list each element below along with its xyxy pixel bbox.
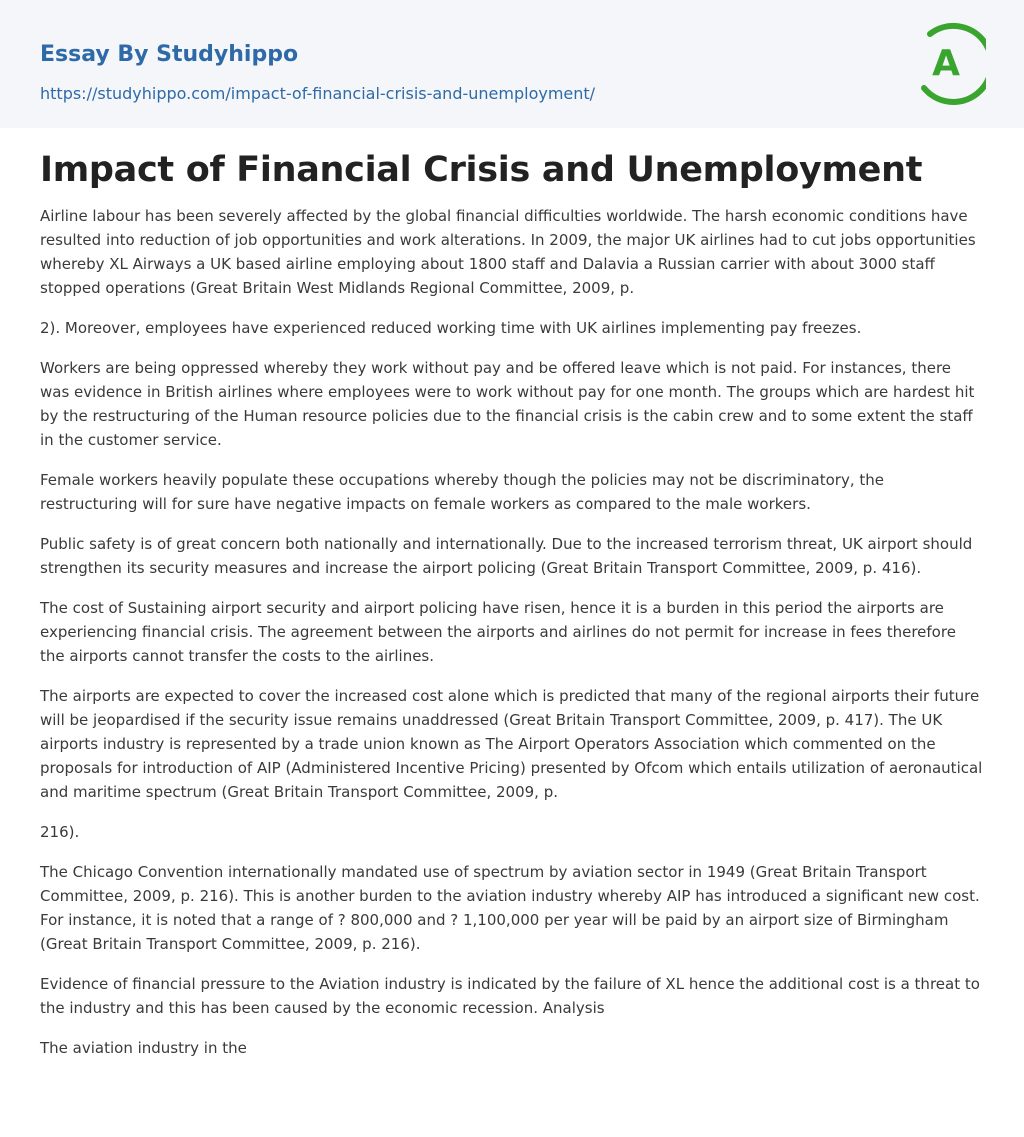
- paragraph: The airports are expected to cover the increased cost alone which is predicted that many of the regional airports their future will be jeopardised if the security issue remains unaddressed (Great Britain Transport Committee, 2009, p. 417). The UK airports industry is represented by a trade union known as The Airport Operators Association which commented on the proposals for introduction of AIP (Administered Incentive Pricing) presented by Ofcom which entails utilization of aeronautical and maritime spectrum (Great Britain Transport Committee, 2009, p.: [40, 687, 983, 801]
- paragraph: Evidence of financial pressure to the Aviation industry is indicated by the failure of XL hence the additional cost is a threat to the industry and this has been caused by the economic recession. Analysis: [40, 975, 980, 1017]
- site-header: [0, 0, 1024, 128]
- article-title: Impact of Financial Crisis and Unemployment: [40, 150, 923, 190]
- studyhippo-logo-icon[interactable]: [914, 18, 986, 106]
- article-body: [40, 204, 984, 1060]
- paragraph: 216).: [40, 823, 80, 841]
- paragraph: The aviation industry in the: [40, 1039, 247, 1057]
- paragraph: Airline labour has been severely affected by the global financial difficulties worldwide. The harsh economic conditions have resulted into reduction of job opportunities and work alterations. In 2009, the major UK airlines had to cut jobs opportunities whereby XL Airways a UK based airline employing about 1800 staff and Dalavia a Russian carrier with about 3000 staff stopped operations (Great Britain West Midlands Regional Committee, 2009, p.: [40, 207, 976, 297]
- site-brand[interactable]: Essay By Studyhippo: [40, 42, 299, 67]
- paragraph: Public safety is of great concern both nationally and internationally. Due to the increased terrorism threat, UK airport should strengthen its security measures and increase the airport policing (Great Britain Transport Committee, 2009, p. 416).: [40, 535, 973, 577]
- paragraph: Female workers heavily populate these occupations whereby though the policies may not be discriminatory, the restructuring will for sure have negative impacts on female workers as compared to the male workers.: [40, 471, 884, 513]
- logo-letter: A: [932, 43, 960, 84]
- paragraph: The cost of Sustaining airport security and airport policing have risen, hence it is a burden in this period the airports are experiencing financial crisis. The agreement between the airports and airlines do not permit for increase in fees therefore the airports cannot transfer the costs to the airlines.: [40, 599, 956, 665]
- article: [0, 128, 1024, 1060]
- paragraph: The Chicago Convention internationally mandated use of spectrum by aviation sector in 1949 (Great Britain Transport Committee, 2009, p. 216). This is another burden to the aviation industry whereby AIP has introduced a significant new cost. For instance, it is noted that a range of ? 800,000 and ? 1,100,000 per year will be paid by an airport size of Birmingham (Great Britain Transport Committee, 2009, p. 216).: [40, 863, 980, 953]
- paragraph: Workers are being oppressed whereby they work without pay and be offered leave which is not paid. For instances, there was evidence in British airlines where employees were to work without pay for one month. The groups which are hardest hit by the restructuring of the Human resource policies due to the financial crisis is the cabin crew and to some extent the staff in the customer service.: [40, 359, 975, 449]
- paragraph: 2). Moreover, employees have experienced reduced working time with UK airlines implementing pay freezes.: [40, 319, 862, 337]
- essay-url-link[interactable]: https://studyhippo.com/impact-of-financial-crisis-and-unemployment/: [40, 84, 596, 103]
